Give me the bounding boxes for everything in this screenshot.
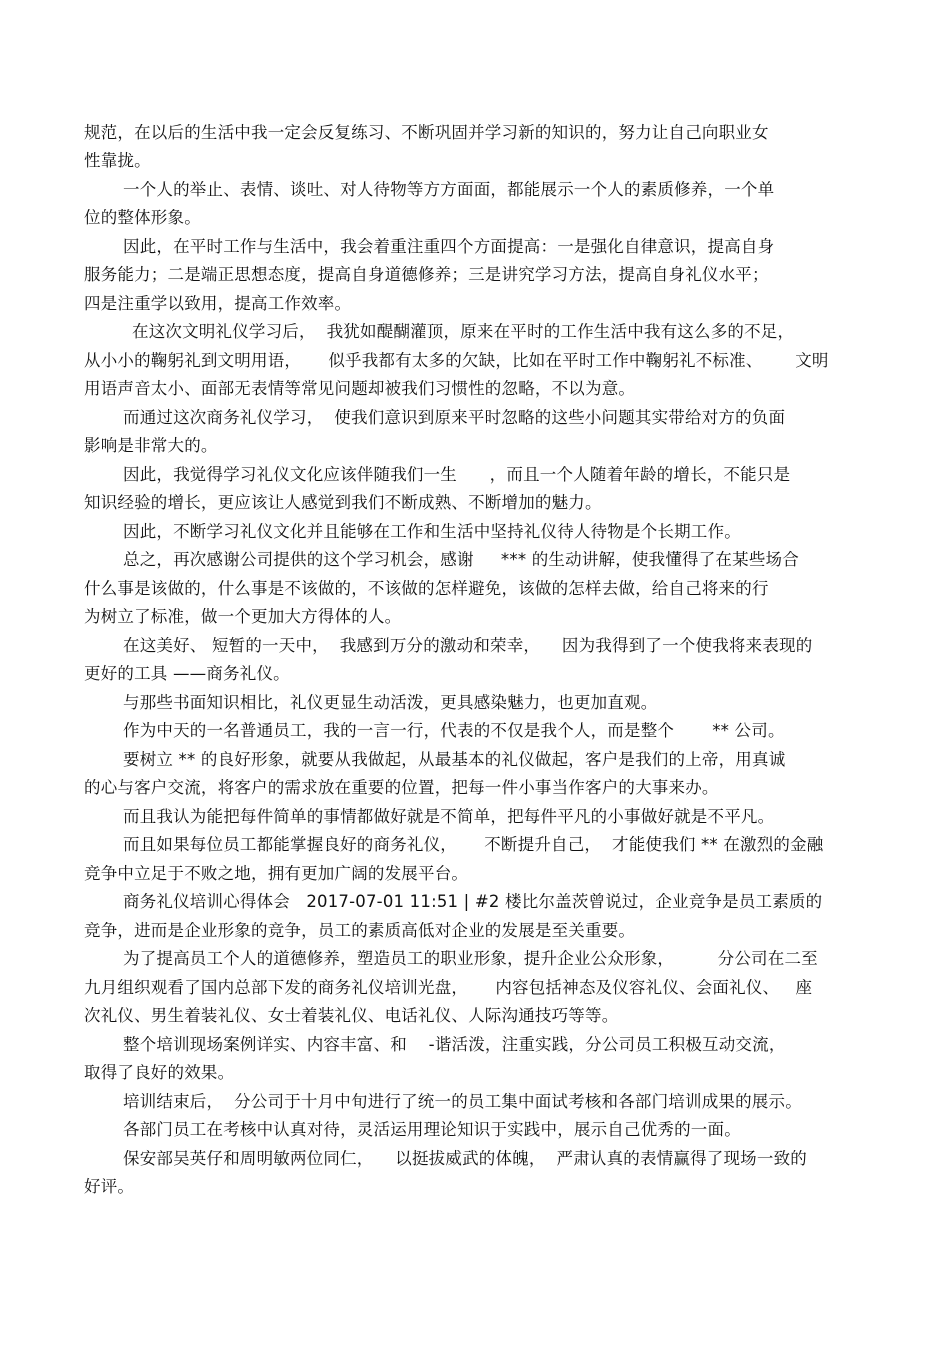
text-line: 次礼仪、男生着装礼仪、女士着装礼仪、电话礼仪、人际沟通技巧等等。 [84,1006,619,1025]
text-line: 位的整体形象。 [84,208,201,227]
text-line: 为树立了标准，做一个更加大方得体的人。 [84,607,402,626]
text-line: 而通过这次商务礼仪学习， 使我们意识到原来平时忽略的这些小问题其实带给对方的负面 [123,408,786,427]
text-line: 在这美好、 短暂的一天中， 我感到万分的激动和荣幸， 因为我得到了一个使我将来表现的 [123,636,813,655]
text-line: 影响是非常大的。 [84,436,218,455]
text-line: 规范，在以后的生活中我一定会反复练习、不断巩固并学习新的知识的，努力让自己向职业女 [84,123,769,142]
text-line: 好评。 [84,1177,135,1196]
text-line: 商务礼仪培训心得体会 2017-07-01 11:51 | #2 楼比尔盖茨曾说过，企业竞争是员工素质的 [123,892,823,911]
text-line: 培训结束后， 分公司于十月中旬进行了统一的员工集中面试考核和各部门培训成果的展示。 [123,1092,802,1111]
text-line: 因此，我觉得学习礼仪文化应该伴随我们一生 ，而且一个人随着年龄的增长，不能只是 [123,465,791,484]
text-line: 各部门员工在考核中认真对待，灵活运用理论知识于实践中，展示自己优秀的一面。 [123,1120,741,1139]
text-line: 四是注重学以致用，提高工作效率。 [84,294,352,313]
text-line: 的心与客户交流，将客户的需求放在重要的位置，把每一件小事当作客户的大事来办。 [84,778,719,797]
text-line: 一个人的举止、表情、谈吐、对人待物等方方面面，都能展示一个人的素质修养，一个单 [123,180,775,199]
text-line: 竞争中立足于不败之地，拥有更加广阔的发展平台。 [84,864,469,883]
text-line: 而且我认为能把每件简单的事情都做好就是不简单，把每件平凡的小事做好就是不平凡。 [123,807,775,826]
text-line: 与那些书面知识相比，礼仪更显生动活泼，更具感染魅力，也更加直观。 [123,693,658,712]
text-line: 因此，在平时工作与生活中，我会着重注重四个方面提高：一是强化自律意识，提高自身 [123,237,775,256]
text-line: 在这次文明礼仪学习后， 我犹如醍醐灌顶，原来在平时的工作生活中我有这么多的不足， [132,322,795,341]
text-line: 取得了良好的效果。 [84,1063,235,1082]
text-line: 九月组织观看了国内总部下发的商务礼仪培训光盘， 内容包括神态及仪容礼仪、会面礼仪、 座 [84,978,813,997]
text-line: 什么事是该做的，什么事是不该做的，不该做的怎样避免，该做的怎样去做，给自己将来的行 [84,579,769,598]
text-line: 知识经验的增长，更应该让人感觉到我们不断成熟、不断增加的魅力。 [84,493,602,512]
text-line: 要树立 ** 的良好形象，就要从我做起，从最基本的礼仪做起，客户是我们的上帝，用真诚 [123,750,786,769]
text-line: 性靠拢。 [84,151,151,170]
text-line: 竞争，进而是企业形象的竞争，员工的素质高低对企业的发展是至关重要。 [84,921,636,940]
text-line: 从小小的鞠躬礼到文明用语， 似乎我都有太多的欠缺，比如在平时工作中鞠躬礼不标准、 文明 [84,351,829,370]
text-line: 保安部吴英仔和周明敏两位同仁， 以挺拔威武的体魄， 严肃认真的表情赢得了现场一致的 [123,1149,807,1168]
text-line: 为了提高员工个人的道德修养，塑造员工的职业形象，提升企业公众形象， 分公司在二至 [123,949,818,968]
text-line: 而且如果每位员工都能掌握良好的商务礼仪， 不断提升自己， 才能使我们 ** 在激烈的金融 [123,835,824,854]
text-line: 因此，不断学习礼仪文化并且能够在工作和生活中坚持礼仪待人待物是个长期工作。 [123,522,741,541]
text-line: 更好的工具 ——商务礼仪。 [84,664,290,683]
text-line: 服务能力；二是端正思想态度，提高自身道德修养；三是讲究学习方法，提高自身礼仪水平； [84,265,769,284]
text-line: 整个培训现场案例详实、内容丰富、和 -谐活泼，注重实践，分公司员工积极互动交流， [123,1035,786,1054]
text-line: 用语声音太小、面部无表情等常见问题却被我们习惯性的忽略，不以为意。 [84,379,636,398]
text-line: 总之，再次感谢公司提供的这个学习机会，感谢 *** 的生动讲解，使我懂得了在某些场合 [123,550,799,569]
text-line: 作为中天的一名普通员工，我的一言一行，代表的不仅是我个人，而是整个 ** 公司。 [123,721,785,740]
